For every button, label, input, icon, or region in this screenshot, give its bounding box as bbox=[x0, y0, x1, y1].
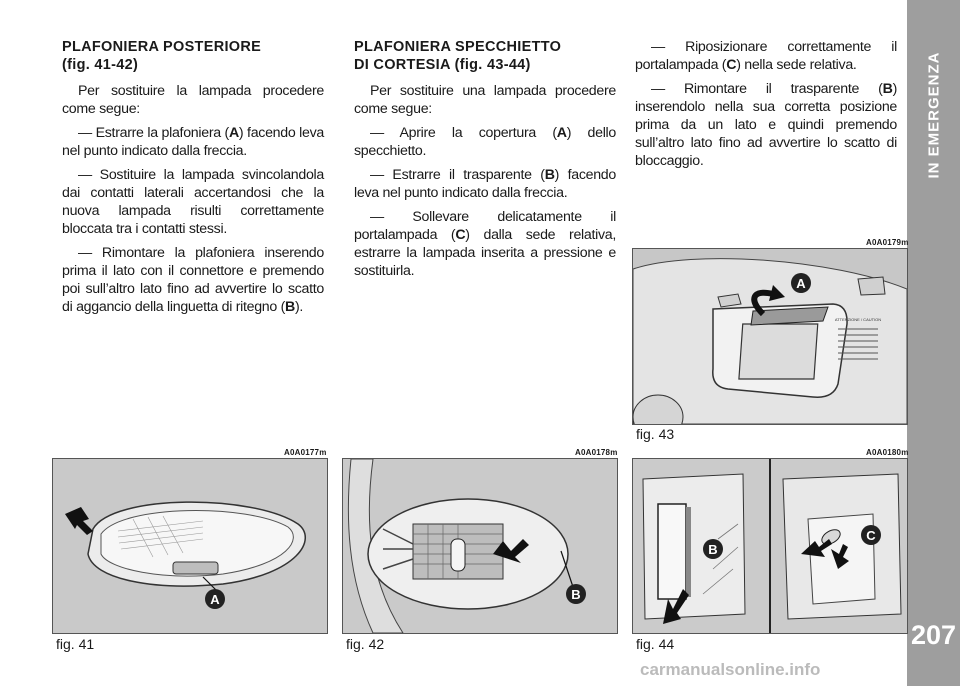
figure-caption: fig. 44 bbox=[636, 636, 675, 652]
vanity-lens-drawing bbox=[633, 459, 907, 633]
paragraph: Per sostituire una lampada procedere come segue: bbox=[354, 83, 616, 117]
figure-41-illustration bbox=[52, 458, 328, 634]
vanity-mirror-drawing bbox=[633, 249, 907, 424]
page-number: 207 bbox=[910, 620, 957, 650]
paragraph: — Aprire la copertura (A) dello specchietto. bbox=[354, 125, 616, 159]
figure-43-illustration bbox=[632, 248, 908, 425]
rear-light-drawing bbox=[53, 459, 327, 633]
figure-caption: fig. 43 bbox=[636, 426, 675, 442]
figure-label-c: C bbox=[866, 528, 876, 543]
figure-caption: fig. 41 bbox=[56, 636, 95, 652]
figure-code: A0A0177m bbox=[284, 448, 327, 457]
paragraph: — Sollevare delicatamente il portalampada (C) dalla sede relativa, estrarre la lampada inserita a pressione e sostituirla. bbox=[354, 209, 616, 279]
rear-light-open-drawing bbox=[343, 459, 617, 633]
figure-code: A0A0180m bbox=[866, 448, 909, 457]
heading-rear-light: PLAFONIERA POSTERIORE (fig. 41-42) bbox=[62, 39, 262, 73]
sticker-text: ATTENZIONE / CAUTION bbox=[834, 317, 882, 322]
section-title: IN EMERGENZA bbox=[925, 51, 942, 179]
figure-label-b: B bbox=[708, 542, 718, 557]
figure-label-a: A bbox=[210, 592, 220, 607]
paragraph: — Sostituire la lampada svincolandola dai contatti laterali accertandosi che la nuova lampada risulti correttamente bloccata tra i contatti stessi. bbox=[62, 167, 324, 237]
column-vanity-light-cont bbox=[635, 38, 897, 176]
paragraph: — Rimontare il trasparente (B) inserendolo nella sua corretta posizione prima da un lato e quindi premendo sull’altro lato fino ad avvertire lo scatto di bloccaggio. bbox=[635, 81, 897, 169]
paragraph: Per sostituire la lampada procedere come segue: bbox=[62, 83, 324, 117]
figure-42-illustration bbox=[342, 458, 618, 634]
figure-code: A0A0179m bbox=[866, 238, 909, 247]
paragraph: — Riposizionare correttamente il portalampada (C) nella sede relativa. bbox=[635, 39, 897, 73]
figure-label-b: B bbox=[571, 587, 581, 602]
paragraph: — Estrarre la plafoniera (A) facendo leva nel punto indicato dalla freccia. bbox=[62, 125, 324, 159]
watermark: carmanualsonline.info bbox=[640, 660, 821, 679]
figure-code: A0A0178m bbox=[575, 448, 618, 457]
paragraph: — Rimontare la plafoniera inserendo prima il lato con il connettore e premendo poi sull’altro lato fino ad avvertire lo scatto di aggancio della linguetta di ritegno (B). bbox=[62, 245, 324, 315]
column-rear-light bbox=[62, 38, 324, 322]
figure-caption: fig. 42 bbox=[346, 636, 385, 652]
figure-label-a: A bbox=[796, 276, 806, 291]
heading-vanity-light: PLAFONIERA SPECCHIETTO DI CORTESIA (fig. 43-44) bbox=[354, 39, 562, 73]
figure-44-illustration bbox=[632, 458, 908, 634]
paragraph: — Estrarre il trasparente (B) facendo leva nel punto indicato dalla freccia. bbox=[354, 167, 616, 201]
column-vanity-light bbox=[354, 38, 616, 286]
